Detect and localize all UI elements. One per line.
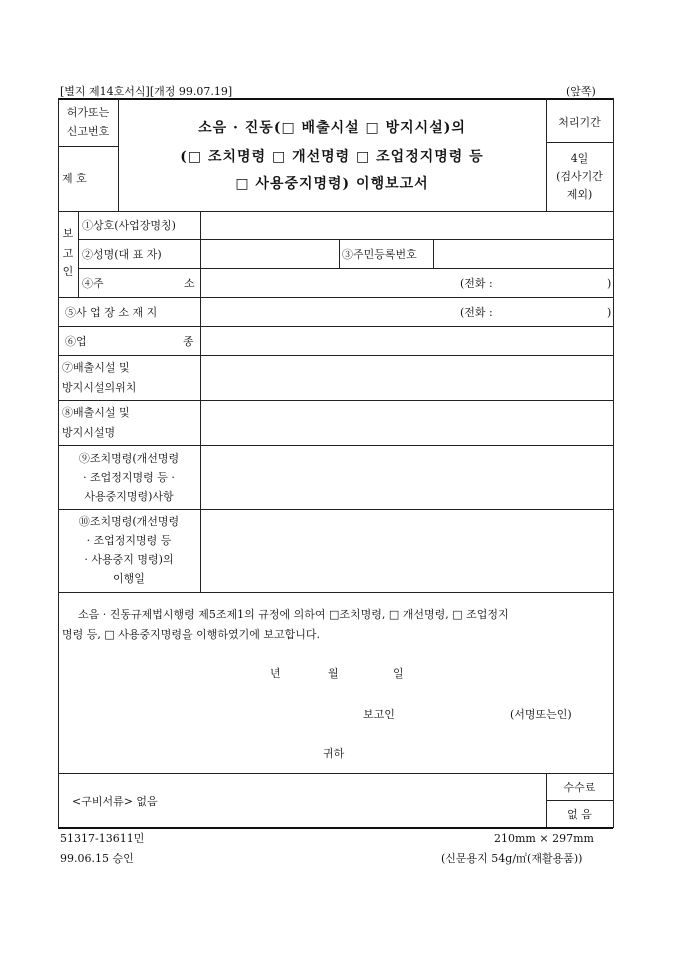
order-date-label: · 사용중지 명령)의 bbox=[84, 553, 174, 566]
order-items-field[interactable] bbox=[201, 446, 612, 508]
page-side-label: (앞쪽) bbox=[566, 85, 596, 98]
permit-label: 허가또는 bbox=[66, 106, 110, 119]
date-year-label: 년 bbox=[270, 667, 281, 680]
date-month-label: 월 bbox=[328, 667, 339, 680]
emission-location-field[interactable] bbox=[201, 356, 612, 399]
address-phone-close: ) bbox=[607, 277, 612, 290]
processing-period-note: 제외) bbox=[566, 188, 593, 201]
address-field[interactable] bbox=[201, 269, 612, 296]
permit-label: 신고번호 bbox=[66, 125, 110, 138]
permit-number-label: 제 호 bbox=[62, 172, 87, 185]
rule bbox=[546, 142, 613, 143]
processing-period-label: 처리기간 bbox=[558, 116, 601, 129]
rule bbox=[78, 211, 79, 297]
rule bbox=[58, 592, 613, 593]
company-name-label: ①상호(사업장명칭) bbox=[82, 219, 176, 232]
reporter-signature-label: 보고인 bbox=[363, 708, 395, 721]
fee-label: 수수료 bbox=[563, 781, 596, 794]
approval-date: 99.06.15 승인 bbox=[60, 852, 134, 865]
form-top-border bbox=[58, 98, 613, 100]
company-name-field[interactable] bbox=[201, 212, 612, 238]
site-location-label: ⑤사 업 장 소 재 지 bbox=[65, 306, 158, 319]
emission-facility-label: ⑧배출시설 및 bbox=[62, 406, 130, 419]
site-phone-label: (전화 : bbox=[460, 306, 493, 319]
statement-line-2: 명령 등, □ 사용중지명령을 이행하였기에 보고합니다. bbox=[62, 628, 321, 641]
form-number: [별지 제14호서식][개정 99.07.19] bbox=[60, 85, 233, 98]
representative-name-label: ②성명(대 표 자) bbox=[82, 248, 162, 261]
site-location-field[interactable] bbox=[201, 298, 612, 325]
rule bbox=[58, 773, 613, 774]
processing-period-value: 4일 bbox=[570, 152, 589, 165]
statement-line-1: 소음 · 진동규제법시행령 제5조제1의 규정에 의하여 □조치명령, □ 개선명령, □ 조업정지 bbox=[78, 608, 509, 621]
business-type-label: ⑥업 bbox=[65, 335, 87, 348]
rule bbox=[58, 146, 118, 147]
date-day-label: 일 bbox=[393, 667, 404, 680]
fee-value: 없 음 bbox=[567, 808, 592, 821]
emission-location-label: 방지시설의위치 bbox=[62, 381, 137, 394]
address-label: ④주 bbox=[82, 277, 104, 290]
resident-number-label: ③주민등록번호 bbox=[342, 248, 417, 261]
order-date-label: 이행일 bbox=[113, 572, 145, 585]
addressee-label: 귀하 bbox=[323, 747, 345, 760]
paper-size: 210mm × 297mm bbox=[494, 832, 594, 845]
address-phone-label: (전화 : bbox=[460, 277, 493, 290]
business-type-label-suffix: 종 bbox=[183, 335, 194, 348]
order-date-field[interactable] bbox=[201, 510, 612, 591]
order-date-label: ⑩조치명령(개선명령 bbox=[78, 515, 180, 528]
order-items-label: · 조업정지명령 등 · bbox=[83, 471, 175, 484]
reporter-group-label: 인 bbox=[62, 265, 74, 278]
resident-number-field[interactable] bbox=[434, 240, 612, 267]
paper-spec: (신문용지 54g/㎡(재활용품)) bbox=[441, 852, 583, 865]
address-label-suffix: 소 bbox=[184, 277, 195, 290]
form-code: 51317-13611민 bbox=[60, 832, 145, 845]
emission-facility-label: 방지시설명 bbox=[62, 426, 116, 439]
form-title-line-2: (□ 조치명령 □ 개선명령 □ 조업정지명령 등 bbox=[180, 149, 484, 165]
required-documents: <구비서류> 없음 bbox=[72, 795, 158, 808]
rule bbox=[339, 239, 340, 268]
reporter-group-label: 고 bbox=[62, 247, 74, 260]
site-phone-close: ) bbox=[607, 306, 612, 319]
signature-seal-label: (서명또는인) bbox=[510, 708, 572, 721]
rule bbox=[613, 98, 614, 828]
rule bbox=[546, 800, 613, 801]
form-title-line-1: 소음 · 진동(□ 배출시설 □ 방지시설)의 bbox=[198, 120, 466, 136]
form-bottom-border bbox=[58, 827, 613, 829]
business-type-field[interactable] bbox=[201, 327, 612, 354]
order-items-label: ⑨조치명령(개선명령 bbox=[78, 452, 180, 465]
representative-name-field[interactable] bbox=[201, 240, 338, 267]
order-items-label: 사용중지명령)사항 bbox=[84, 490, 174, 503]
order-date-label: · 조업정지명령 등 bbox=[86, 534, 172, 547]
emission-location-label: ⑦배출시설 및 bbox=[62, 361, 130, 374]
emission-facility-field[interactable] bbox=[201, 401, 612, 444]
reporter-group-label: 보 bbox=[62, 227, 74, 240]
form-title-line-3: □ 사용중지명령) 이행보고서 bbox=[235, 176, 429, 192]
processing-period-note: (검사기간 bbox=[556, 170, 603, 183]
